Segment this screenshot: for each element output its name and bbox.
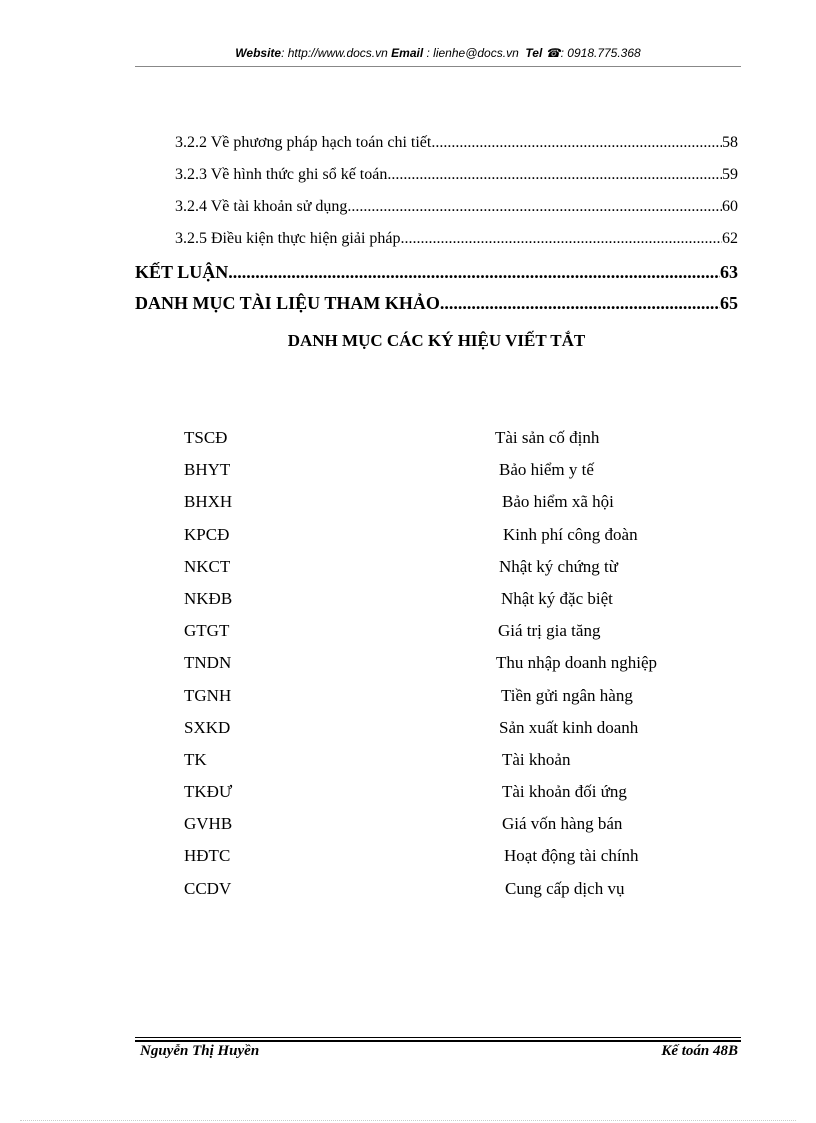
header-divider — [135, 66, 741, 67]
email-label: Email — [391, 46, 424, 60]
toc-item-page: 62 — [722, 230, 738, 247]
abbreviation-row — [184, 879, 704, 911]
abbreviation-code: HĐTC — [184, 846, 231, 866]
toc-item-title: 3.2.4 Về tài khoản sử dụng — [175, 198, 348, 215]
toc-item-title: DANH MỤC TÀI LIỆU THAM KHẢO — [135, 293, 440, 313]
abbreviation-row — [184, 782, 704, 814]
abbreviation-code: BHXH — [184, 492, 233, 512]
page-bottom-border — [20, 1120, 796, 1121]
phone-icon: ☎ — [545, 46, 561, 60]
abbreviation-code: TGNH — [184, 685, 232, 705]
abbreviation-row — [184, 428, 704, 460]
toc-item[interactable] — [135, 198, 738, 230]
table-of-contents — [135, 134, 738, 324]
abbreviation-code: KPCĐ — [184, 524, 230, 544]
email-value: : lienhe@docs.vn — [423, 46, 519, 60]
toc-item-conclusion[interactable] — [135, 262, 738, 293]
website-label: Website — [235, 46, 282, 60]
abbreviation-code: NKĐB — [184, 588, 233, 608]
toc-item-title: 3.2.2 Về phương pháp hạch toán chi tiết — [175, 134, 432, 151]
abbreviation-meaning: Bảo hiểm y tế — [499, 460, 594, 480]
abbreviation-row — [184, 846, 704, 878]
toc-leader — [228, 262, 720, 283]
abbreviation-row — [184, 686, 704, 718]
toc-leader — [347, 198, 722, 216]
abbreviation-row — [184, 525, 704, 557]
toc-item-title: KẾT LUẬN — [135, 262, 229, 282]
abbreviation-code: SXKD — [184, 717, 231, 737]
tel-value: : 0918.775.368 — [560, 46, 641, 60]
footer-class: Kế toán 48B — [661, 1043, 738, 1059]
abbreviation-meaning: Tài khoản — [502, 749, 571, 769]
abbreviation-row — [184, 589, 704, 621]
abbreviation-meaning: Kinh phí công đoàn — [503, 524, 638, 544]
abbreviations-heading: DANH MỤC CÁC KÝ HIỆU VIẾT TẮT — [287, 331, 586, 350]
abbreviation-row — [184, 621, 704, 653]
abbreviation-code: CCDV — [184, 878, 232, 898]
abbreviation-row — [184, 460, 704, 492]
toc-item-title: 3.2.3 Về hình thức ghi sổ kế toán — [175, 166, 388, 183]
abbreviation-code: TSCĐ — [184, 428, 228, 447]
toc-item-references[interactable] — [135, 293, 738, 324]
abbreviation-meaning: Bảo hiểm xã hội — [502, 492, 614, 512]
abbreviation-code: BHYT — [184, 460, 231, 480]
abbreviation-meaning: Giá trị gia tăng — [498, 621, 601, 641]
abbreviation-meaning: Nhật ký đặc biệt — [501, 588, 613, 608]
abbreviation-row — [184, 492, 704, 524]
abbreviation-code: GTGT — [184, 621, 230, 641]
abbreviation-meaning: Cung cấp dịch vụ — [505, 878, 625, 898]
toc-leader — [387, 166, 722, 184]
abbreviation-row — [184, 750, 704, 782]
footer-author: Nguyễn Thị Huyền — [140, 1043, 260, 1059]
tel-label: Tel — [525, 46, 543, 60]
abbreviation-meaning: Tiền gửi ngân hàng — [501, 685, 633, 705]
page-header — [135, 46, 741, 60]
footer-divider-thick — [135, 1040, 741, 1042]
toc-item-page: 63 — [720, 262, 738, 282]
abbreviation-row — [184, 718, 704, 750]
abbreviation-meaning: Hoạt động tài chính — [504, 846, 639, 866]
abbreviation-meaning: Tài sản cố định — [495, 428, 600, 447]
abbreviation-code: TKĐƯ — [184, 782, 233, 802]
toc-leader — [401, 230, 722, 248]
toc-item-page: 59 — [722, 166, 738, 183]
abbreviation-row — [184, 814, 704, 846]
abbreviation-row — [184, 653, 704, 685]
abbreviation-meaning: Giá vốn hàng bán — [502, 814, 623, 834]
toc-item[interactable] — [135, 134, 738, 166]
abbreviation-meaning: Nhật ký chứng từ — [499, 556, 618, 576]
abbreviation-code: TK — [184, 749, 207, 769]
abbreviation-meaning: Thu nhập doanh nghiệp — [496, 653, 657, 673]
toc-item[interactable] — [135, 166, 738, 198]
toc-leader — [440, 293, 720, 314]
abbreviations-list — [184, 428, 704, 911]
abbreviation-meaning: Tài khoản đối ứng — [502, 782, 627, 802]
toc-item-page: 65 — [720, 293, 738, 313]
abbreviation-code: TNDN — [184, 653, 232, 673]
abbreviation-row — [184, 557, 704, 589]
website-value: : http://www.docs.vn — [281, 46, 388, 60]
toc-item[interactable] — [135, 230, 738, 262]
abbreviation-code: GVHB — [184, 814, 233, 834]
toc-item-page: 60 — [722, 198, 738, 215]
abbreviation-meaning: Sản xuất kinh doanh — [499, 717, 639, 737]
abbreviation-code: NKCT — [184, 556, 231, 576]
toc-item-page: 58 — [722, 134, 738, 151]
toc-item-title: 3.2.5 Điều kiện thực hiện giải pháp — [175, 230, 401, 247]
footer-divider-thin — [135, 1037, 741, 1038]
toc-leader — [431, 134, 722, 152]
